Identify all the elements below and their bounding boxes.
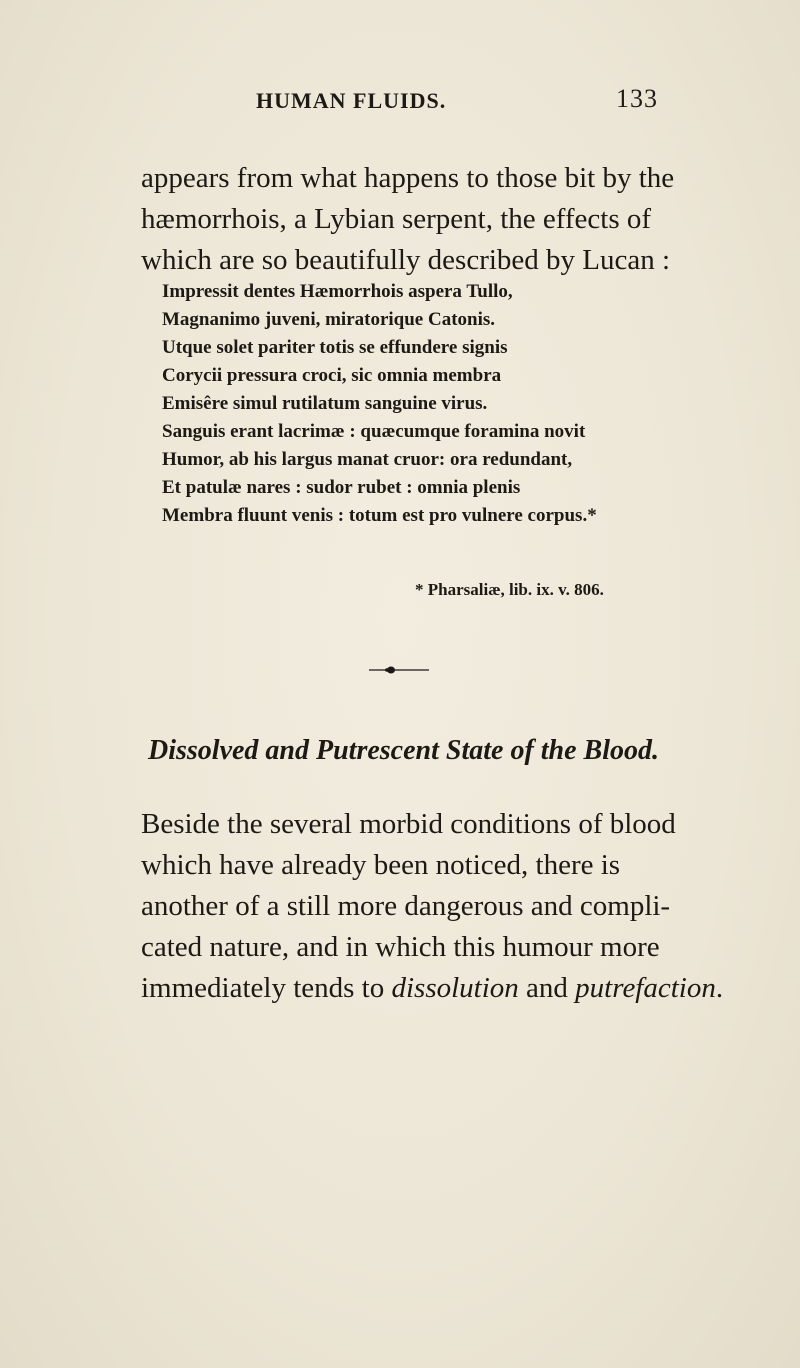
body-paragraph bbox=[141, 804, 724, 1009]
verse-line: Humor, ab his largus manat cruor: ora redundant, bbox=[162, 449, 573, 470]
text-line: hæmorrhois, a Lybian serpent, the effects of bbox=[141, 203, 652, 235]
verse-line: Corycii pressura croci, sic omnia membra bbox=[162, 365, 502, 386]
text-segment: and bbox=[518, 972, 576, 1004]
text-line: appears from what happens to those bit by the bbox=[141, 162, 675, 194]
verse-line: Membra fluunt venis : totum est pro vulnere corpus.* bbox=[162, 505, 597, 526]
text-segment: . bbox=[715, 972, 724, 1004]
page-number: 133 bbox=[616, 84, 658, 113]
running-head bbox=[0, 84, 800, 128]
verse-line: Sanguis erant lacrimæ : quæcumque foramina novit bbox=[162, 421, 586, 442]
footnote: * Pharsaliæ, lib. ix. v. 806. bbox=[415, 580, 604, 599]
verse-line: Et patulæ nares : sudor rubet : omnia plenis bbox=[162, 477, 521, 498]
verse-line: Emisêre simul rutilatum sanguine virus. bbox=[162, 393, 488, 414]
text-line: which are so beautifully described by Lucan : bbox=[141, 244, 671, 276]
section-heading: Dissolved and Putrescent State of the Blood. bbox=[148, 735, 659, 766]
verse-quotation bbox=[162, 278, 682, 530]
text-line: cated nature, and in which this humour more bbox=[141, 931, 660, 963]
verse-line: Magnanimo juveni, miratorique Catonis. bbox=[162, 309, 496, 330]
intro-paragraph bbox=[141, 158, 675, 281]
italic-term: putrefaction bbox=[575, 972, 716, 1004]
text-segment: immediately tends to bbox=[141, 972, 392, 1004]
text-line: which have already been noticed, there is bbox=[141, 849, 621, 881]
italic-term: dissolution bbox=[391, 972, 519, 1004]
text-line: Beside the several morbid conditions of blood bbox=[141, 808, 676, 840]
text-line-last bbox=[141, 968, 724, 1009]
running-title: HUMAN FLUIDS. bbox=[256, 88, 447, 113]
verse-line: Utque solet pariter totis se effundere signis bbox=[162, 337, 508, 358]
verse-line: Impressit dentes Hæmorrhois aspera Tullo, bbox=[162, 281, 513, 302]
text-line: another of a still more dangerous and compli- bbox=[141, 890, 671, 922]
ornamental-divider-icon bbox=[367, 664, 431, 676]
